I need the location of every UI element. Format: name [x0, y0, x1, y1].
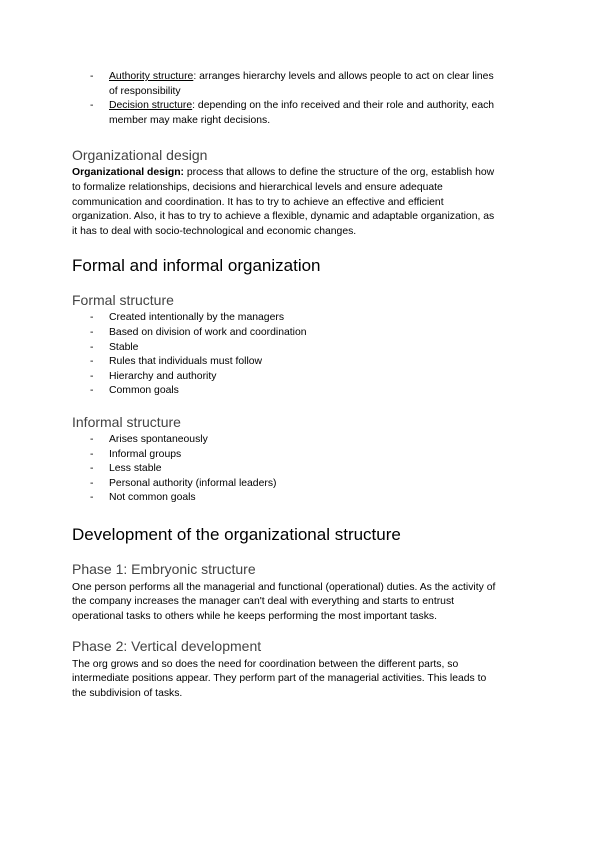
bullet-dash: -: [90, 100, 94, 112]
list-item: [72, 462, 528, 477]
bullet-dash: -: [90, 341, 94, 353]
bullet-dash: -: [90, 448, 94, 460]
bullet-dash: -: [90, 385, 94, 397]
org-design-line-1: process that allows to define the structure of the org, establish how: [184, 167, 495, 179]
term-authority-structure: Authority structure: [109, 71, 194, 82]
list-item: [72, 384, 528, 399]
list-item: [72, 370, 528, 385]
list-item-text: Arises spontaneously: [109, 433, 208, 445]
phase-1-line-2: the company increases the manager can't deal with everything and starts to entrust: [72, 596, 455, 608]
list-item: [72, 477, 528, 492]
org-design-line-3: communication and coordination. It has to try to achieve an effective and efficient: [72, 196, 444, 208]
list-item-text: Personal authority (informal leaders): [109, 477, 277, 489]
informal-structure-list: [72, 433, 528, 506]
list-item-text: Informal groups: [109, 448, 182, 460]
org-design-line-5: it has to deal with socio-technological and economic changes.: [72, 225, 357, 237]
heading-development: Development of the organizational structure: [72, 524, 401, 544]
heading-formal-structure: Formal structure: [72, 292, 174, 309]
phase-2-line-1: The org grows and so does the need for coordination between the different parts, so: [72, 658, 459, 670]
decision-text-cont: member may make right decisions.: [109, 114, 271, 126]
list-item-text: Based on division of work and coordination: [109, 326, 307, 338]
bullet-dash: -: [90, 492, 94, 504]
phase-2-line-2: intermediate positions appear. They perform part of the managerial activities. This leads to: [72, 673, 487, 685]
formal-structure-list: [72, 311, 528, 399]
phase-2-line-3: the subdivision of tasks.: [72, 687, 183, 699]
heading-formal-informal: Formal and informal organization: [72, 256, 321, 276]
org-design-line-4: organization. Also, it has to try to achieve a flexible, dynamic and adaptable organization, as: [72, 211, 495, 223]
heading-phase-2: Phase 2: Vertical development: [72, 637, 262, 654]
org-design-line-2: to formalize relationships, decisions and hierarchical levels and ensure adequate: [72, 181, 443, 193]
structure-list: [72, 70, 528, 128]
authority-text: : arranges hierarchy levels and allows people to act on clear lines: [193, 71, 494, 82]
list-item-decision: [72, 99, 528, 128]
list-item-text: Rules that individuals must follow: [109, 356, 263, 368]
list-item-authority: [72, 70, 528, 99]
bullet-dash: -: [90, 463, 94, 475]
authority-text-cont: of responsibility: [109, 85, 181, 97]
phase-1-paragraph: [72, 581, 528, 625]
list-item-text: Less stable: [109, 463, 162, 475]
heading-organizational-design: Organizational design: [72, 147, 208, 164]
list-item: [72, 326, 528, 341]
bullet-dash: -: [90, 71, 94, 82]
heading-informal-structure: Informal structure: [72, 413, 181, 430]
list-item-text: Stable: [109, 341, 139, 353]
bullet-dash: -: [90, 433, 94, 445]
bullet-dash: -: [90, 312, 94, 324]
list-item-text: Not common goals: [109, 492, 196, 504]
org-design-term: Organizational design:: [72, 167, 184, 179]
bullet-dash: -: [90, 370, 94, 382]
list-item: [72, 491, 528, 506]
term-decision-structure: Decision structure: [109, 100, 193, 112]
bullet-dash: -: [90, 356, 94, 368]
list-item: [72, 355, 528, 370]
list-item: [72, 448, 528, 463]
phase-1-line-1: One person performs all the managerial and functional (operational) duties. As the activity of: [72, 581, 496, 593]
org-design-paragraph: [72, 166, 528, 239]
phase-1-line-3: operational tasks to others while he keeps performing the most important tasks.: [72, 611, 438, 623]
bullet-dash: -: [90, 477, 94, 489]
list-item-text: Created intentionally by the managers: [109, 312, 285, 324]
list-item-text: Hierarchy and authority: [109, 370, 217, 382]
list-item: [72, 311, 528, 326]
heading-phase-1: Phase 1: Embryonic structure: [72, 560, 256, 577]
bullet-dash: -: [90, 326, 94, 338]
decision-text: : depending on the info received and their role and authority, each: [192, 100, 495, 112]
list-item-text: Common goals: [109, 385, 179, 397]
phase-2-paragraph: [72, 658, 528, 702]
document-page: [72, 70, 528, 701]
list-item: [72, 433, 528, 448]
list-item: [72, 341, 528, 356]
